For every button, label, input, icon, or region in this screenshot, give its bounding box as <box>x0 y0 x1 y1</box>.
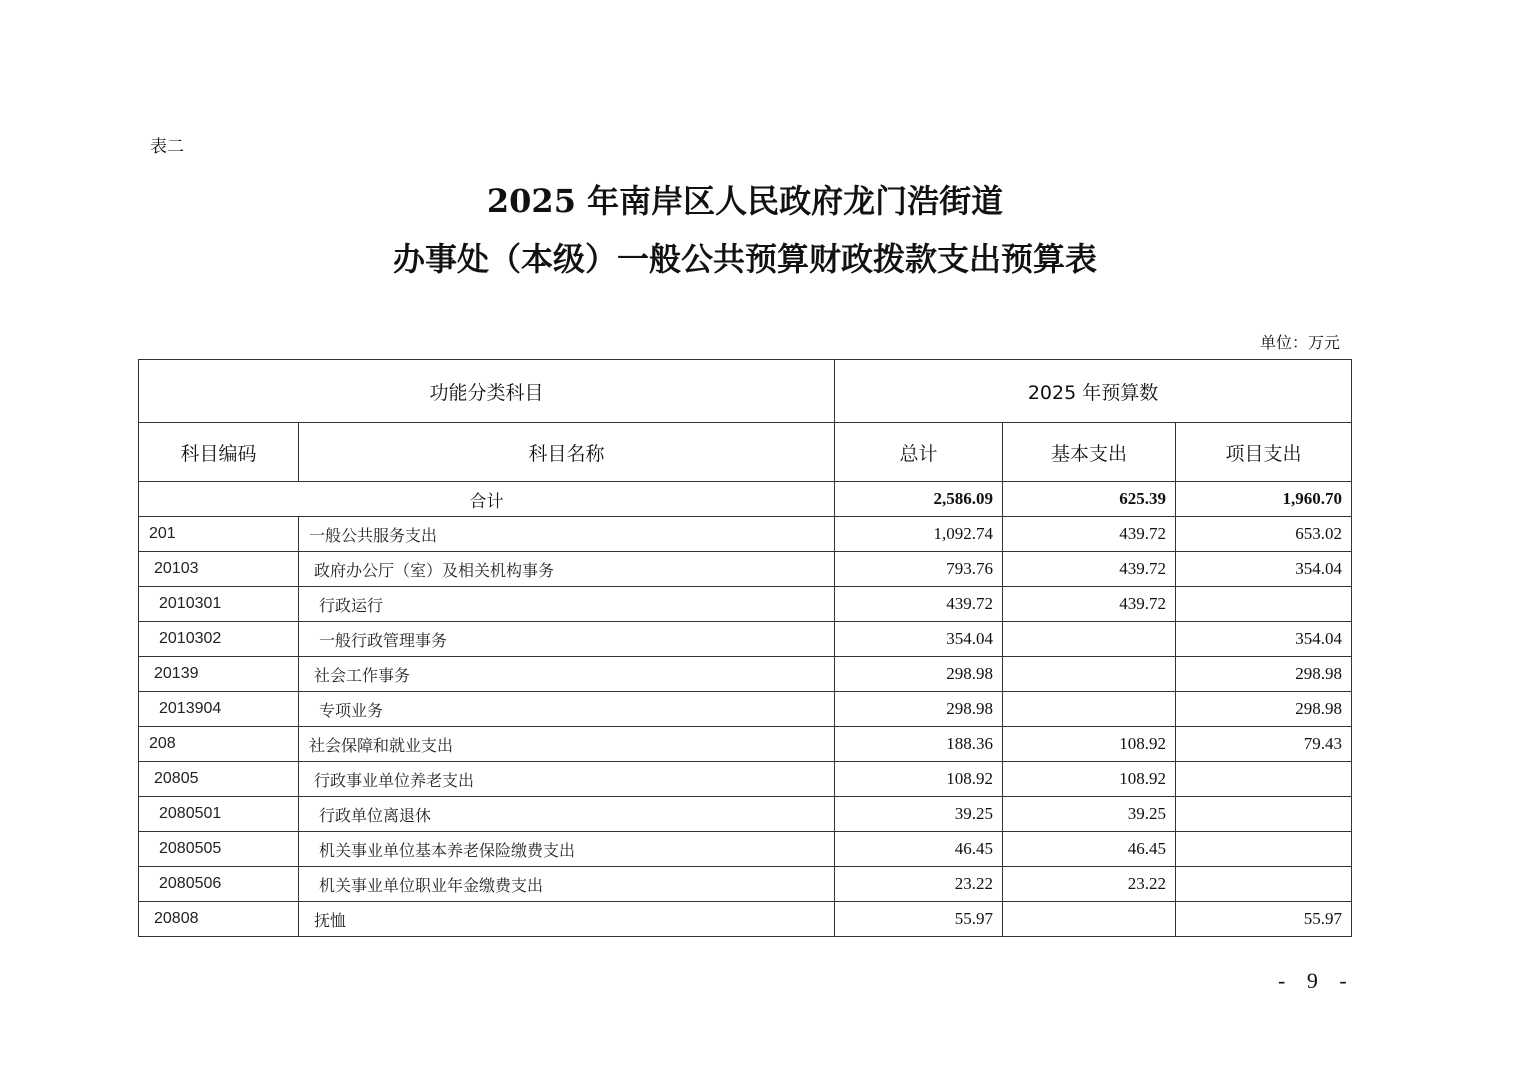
row-total: 55.97 <box>835 902 1003 937</box>
row-code: 20805 <box>139 762 299 797</box>
table-row <box>139 622 1352 657</box>
row-name: 行政单位离退休 <box>299 797 835 832</box>
budget-table <box>138 359 1352 937</box>
row-name: 一般行政管理事务 <box>299 622 835 657</box>
row-basic: 39.25 <box>1003 797 1176 832</box>
header-budget-2025: 2025 年预算数 <box>835 360 1352 423</box>
total-total: 2,586.09 <box>835 482 1003 517</box>
table-row <box>139 552 1352 587</box>
row-name: 一般公共服务支出 <box>299 517 835 552</box>
row-name: 行政事业单位养老支出 <box>299 762 835 797</box>
header-name: 科目名称 <box>299 423 835 482</box>
document-title-line1: 2025 年南岸区人民政府龙门浩街道 <box>486 182 1004 220</box>
row-basic: 439.72 <box>1003 552 1176 587</box>
row-code: 2080505 <box>139 832 299 867</box>
row-project: 653.02 <box>1176 517 1352 552</box>
row-project <box>1176 797 1352 832</box>
row-basic: 108.92 <box>1003 762 1176 797</box>
row-name: 社会工作事务 <box>299 657 835 692</box>
row-project <box>1176 762 1352 797</box>
table-row <box>139 692 1352 727</box>
table-row <box>139 727 1352 762</box>
row-project <box>1176 832 1352 867</box>
row-total: 1,092.74 <box>835 517 1003 552</box>
table-row <box>139 587 1352 622</box>
row-project <box>1176 867 1352 902</box>
row-total: 298.98 <box>835 692 1003 727</box>
row-total: 108.92 <box>835 762 1003 797</box>
table-row <box>139 517 1352 552</box>
row-project: 298.98 <box>1176 692 1352 727</box>
row-name: 抚恤 <box>299 902 835 937</box>
row-basic <box>1003 622 1176 657</box>
row-basic: 439.72 <box>1003 517 1176 552</box>
header-total: 总计 <box>835 423 1003 482</box>
row-total: 439.72 <box>835 587 1003 622</box>
total-row <box>139 482 1352 517</box>
table-row <box>139 902 1352 937</box>
unit-label: 单位：万元 <box>1259 333 1340 352</box>
row-project: 354.04 <box>1176 622 1352 657</box>
header-row-group <box>139 360 1352 423</box>
header-basic: 基本支出 <box>1003 423 1176 482</box>
row-name: 社会保障和就业支出 <box>299 727 835 762</box>
total-project: 1,960.70 <box>1176 482 1352 517</box>
row-basic <box>1003 692 1176 727</box>
row-total: 39.25 <box>835 797 1003 832</box>
row-basic: 108.92 <box>1003 727 1176 762</box>
row-total: 23.22 <box>835 867 1003 902</box>
row-project: 79.43 <box>1176 727 1352 762</box>
row-code: 2080506 <box>139 867 299 902</box>
table-row <box>139 797 1352 832</box>
row-project: 354.04 <box>1176 552 1352 587</box>
total-basic: 625.39 <box>1003 482 1176 517</box>
header-functional-category: 功能分类科目 <box>139 360 835 423</box>
row-total: 354.04 <box>835 622 1003 657</box>
row-project: 298.98 <box>1176 657 1352 692</box>
row-code: 2010302 <box>139 622 299 657</box>
table-row <box>139 762 1352 797</box>
row-basic: 46.45 <box>1003 832 1176 867</box>
row-code: 201 <box>139 517 299 552</box>
row-name: 机关事业单位基本养老保险缴费支出 <box>299 832 835 867</box>
row-code: 20139 <box>139 657 299 692</box>
row-code: 2013904 <box>139 692 299 727</box>
row-code: 20808 <box>139 902 299 937</box>
row-total: 46.45 <box>835 832 1003 867</box>
row-code: 2080501 <box>139 797 299 832</box>
row-total: 188.36 <box>835 727 1003 762</box>
row-basic: 439.72 <box>1003 587 1176 622</box>
row-basic <box>1003 657 1176 692</box>
header-project: 项目支出 <box>1176 423 1352 482</box>
row-basic <box>1003 902 1176 937</box>
row-project <box>1176 587 1352 622</box>
page-number: - 9 - <box>1278 968 1355 993</box>
row-name: 专项业务 <box>299 692 835 727</box>
row-code: 208 <box>139 727 299 762</box>
row-project: 55.97 <box>1176 902 1352 937</box>
row-code: 20103 <box>139 552 299 587</box>
row-code: 2010301 <box>139 587 299 622</box>
total-label: 合计 <box>139 482 835 517</box>
table-row <box>139 832 1352 867</box>
table-label: 表二 <box>150 137 184 157</box>
table-row <box>139 657 1352 692</box>
row-name: 政府办公厅（室）及相关机构事务 <box>299 552 835 587</box>
header-code: 科目编码 <box>139 423 299 482</box>
row-name: 行政运行 <box>299 587 835 622</box>
header-row-columns <box>139 423 1352 482</box>
row-basic: 23.22 <box>1003 867 1176 902</box>
document-title-line2: 办事处（本级）一般公共预算财政拨款支出预算表 <box>392 240 1097 278</box>
row-total: 793.76 <box>835 552 1003 587</box>
table-row <box>139 867 1352 902</box>
row-total: 298.98 <box>835 657 1003 692</box>
row-name: 机关事业单位职业年金缴费支出 <box>299 867 835 902</box>
